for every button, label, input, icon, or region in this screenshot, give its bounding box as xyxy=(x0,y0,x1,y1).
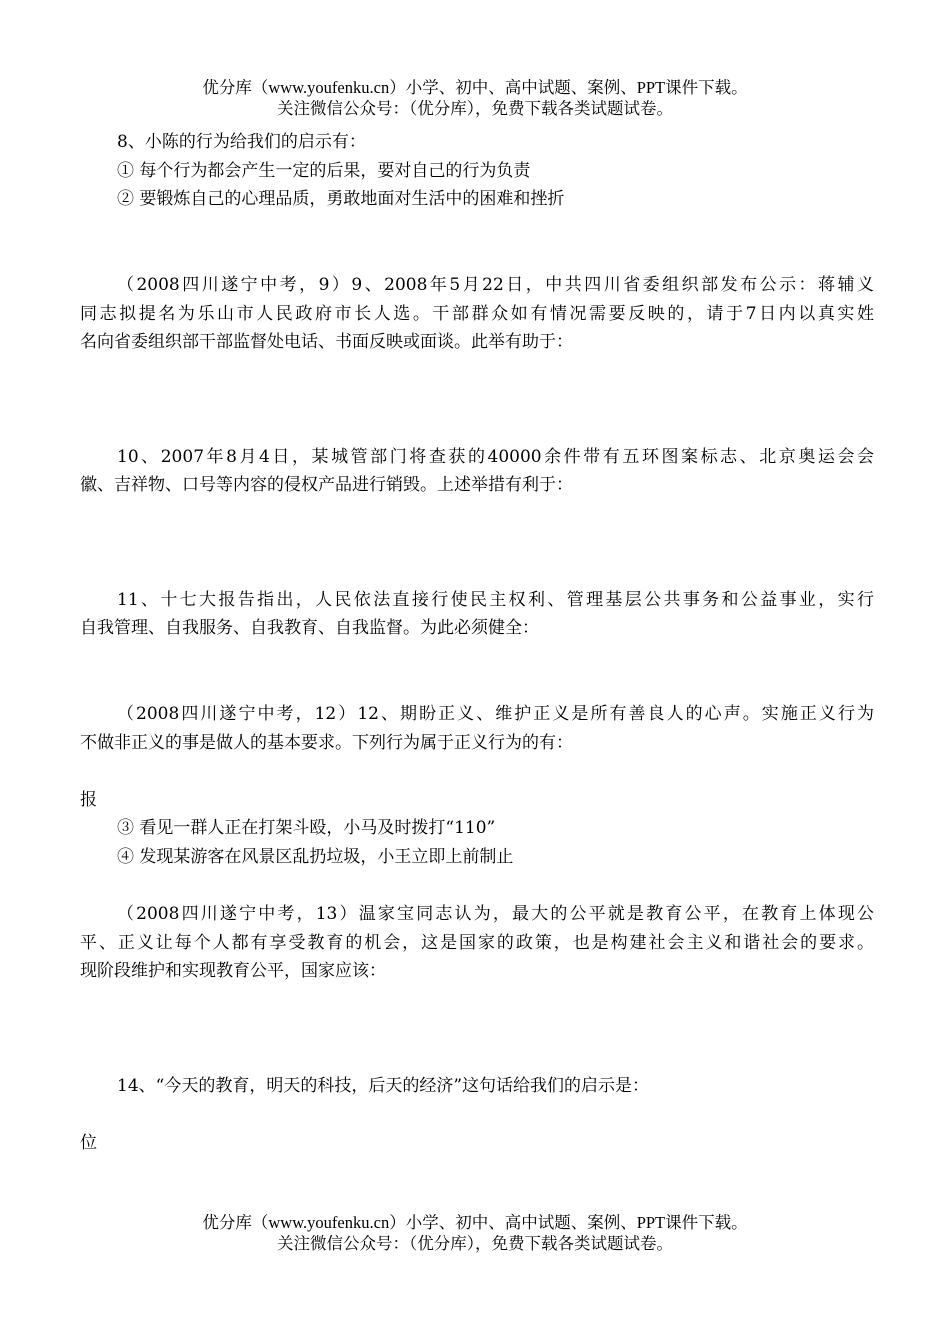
q13-stem-line-2: 平、正义让每个人都有享受教育的机会，这是国家的政策，也是构建社会主义和谐社会的要求。 xyxy=(80,932,874,953)
q11-stem-line-2: 自我管理、自我服务、自我教育、自我监督。为此必须健全： xyxy=(80,618,539,639)
q8-option-2: ② 要锻炼自己的心理品质，勇敢地面对生活中的困难和挫折 xyxy=(117,189,565,210)
q14-stem: 14、“今天的教育，明天的科技，后天的经济”这句话给我们的启示是： xyxy=(117,1075,650,1096)
page-footer xyxy=(0,1212,950,1254)
q14-option-2-continued: 位 xyxy=(80,1133,97,1153)
q9-stem-line-2: 同志拟提名为乐山市人民政府市长人选。干部群众如有情况需要反映的，请于7日内以真实姓 xyxy=(80,303,874,324)
header-line-2: 关注微信公众号：（优分库），免费下载各类试题试卷。 xyxy=(277,99,673,118)
page-header xyxy=(0,77,950,119)
q12-option-3: ③ 看见一群人正在打架斗殴，小马及时拨打“110” xyxy=(117,818,496,839)
footer-line-1: 优分库（www.youfenku.cn）小学、初中、高中试题、案例、PPT课件下载。 xyxy=(202,1213,748,1232)
q10-stem-line-1: 10、2007年8月4日，某城管部门将查获的40000余件带有五环图案标志、北京奥运会会 xyxy=(117,446,874,467)
q11-stem-line-1: 11、十七大报告指出，人民依法直接行使民主权利、管理基层公共事务和公益事业，实行 xyxy=(117,589,874,610)
q8-stem: 8、小陈的行为给我们的启示有： xyxy=(117,132,366,152)
q12-option-4: ④ 发现某游客在风景区乱扔垃圾，小王立即上前制止 xyxy=(117,847,514,867)
q12-stem-line-2: 不做非正义的事是做人的基本要求。下列行为属于正义行为的有： xyxy=(80,732,573,753)
q13-stem-line-1: （2008四川遂宁中考，13）温家宝同志认为，最大的公平就是教育公平，在教育上体现公 xyxy=(117,904,874,925)
q12-stem-line-1: （2008四川遂宁中考，12）12、期盼正义、维护正义是所有善良人的心声。实施正义行为 xyxy=(117,704,874,724)
q10-stem-line-2: 徽、吉祥物、口号等内容的侵权产品进行销毁。上述举措有利于： xyxy=(80,475,573,496)
q12-option-2-continued: 报 xyxy=(80,789,97,810)
header-line-1: 优分库（www.youfenku.cn）小学、初中、高中试题、案例、PPT课件下载。 xyxy=(202,78,748,97)
q8-option-1: ① 每个行为都会产生一定的后果，要对自己的行为负责 xyxy=(117,160,531,181)
q9-stem-line-1: （2008四川遂宁中考，9）9、2008年5月22日，中共四川省委组织部发布公示：蒋辅义 xyxy=(117,275,874,295)
footer-line-2: 关注微信公众号：（优分库），免费下载各类试题试卷。 xyxy=(277,1234,673,1253)
q13-stem-line-3: 现阶段维护和实现教育公平，国家应该： xyxy=(80,961,386,982)
q9-stem-line-3: 名向省委组织部干部监督处电话、书面反映或面谈。此举有助于： xyxy=(80,332,573,353)
